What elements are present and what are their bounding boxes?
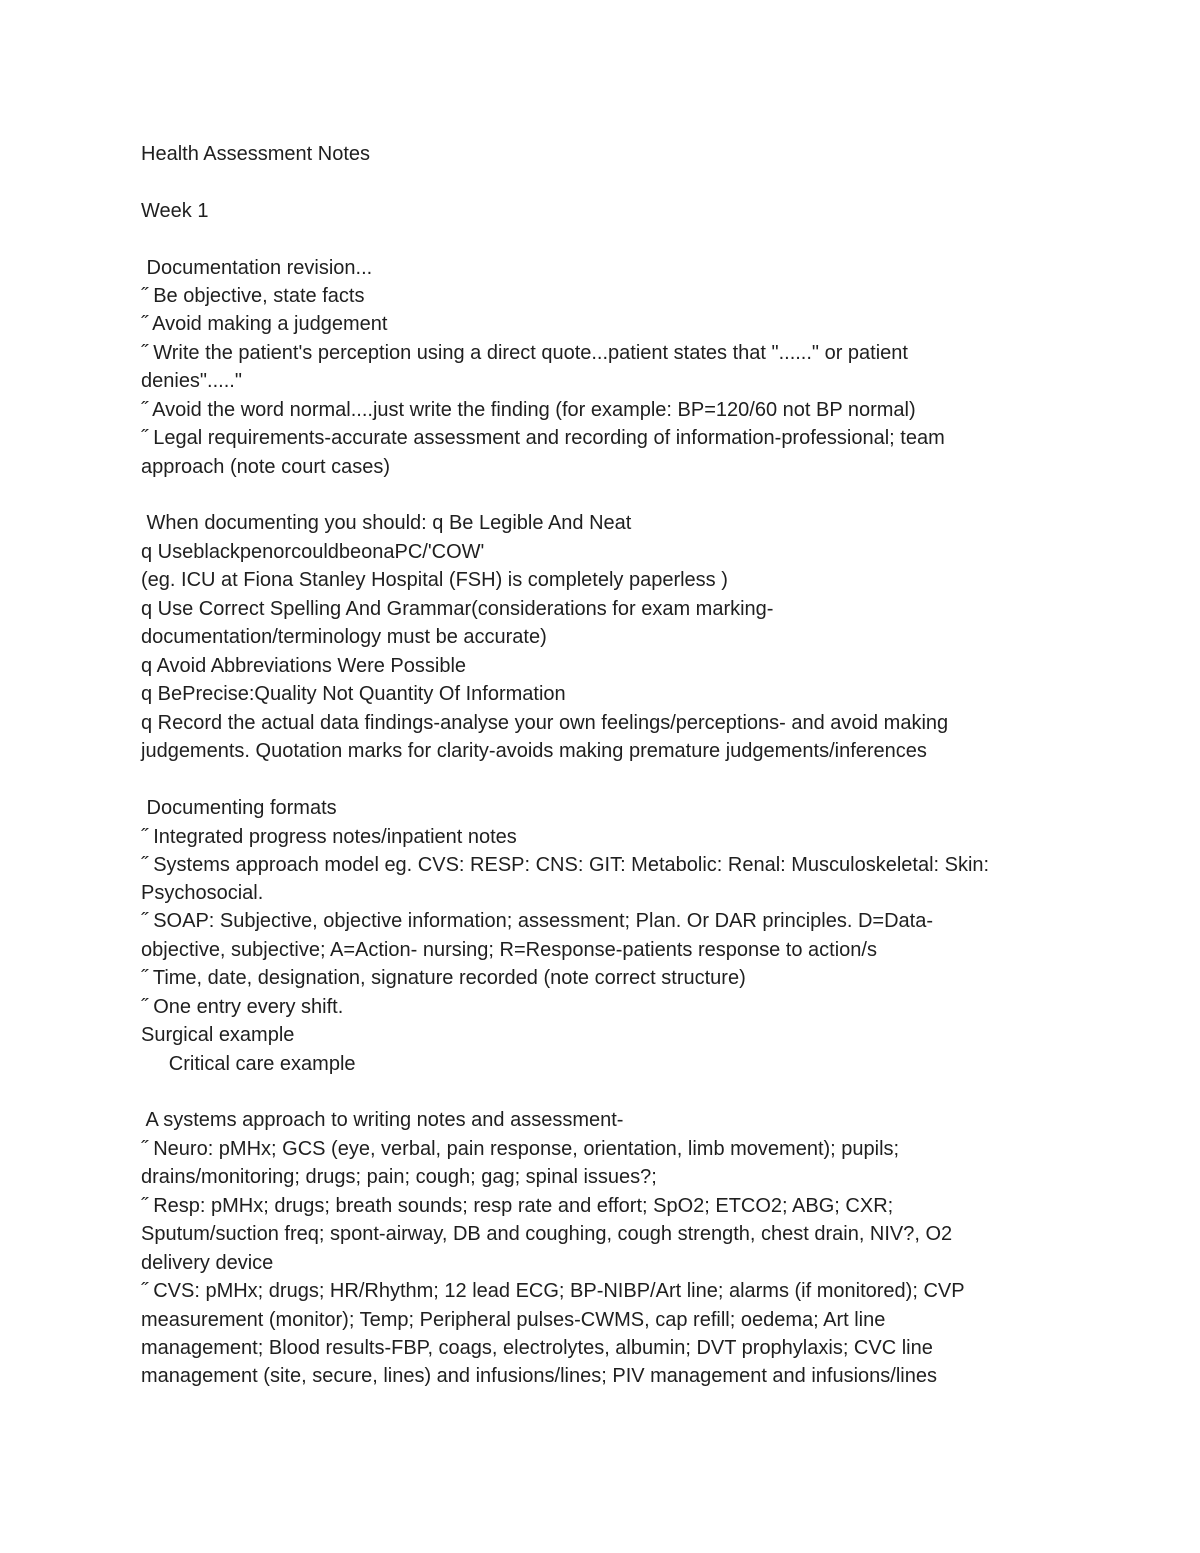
text-line: q BePrecise:Quality Not Quantity Of Information (141, 683, 566, 705)
text-line: ˝ Resp: pMHx; drugs; breath sounds; resp rate and effort; SpO2; ETCO2; ABG; CXR; (141, 1195, 894, 1217)
text-line: ˝ Neuro: pMHx; GCS (eye, verbal, pain response, orientation, limb movement); pupils; (141, 1138, 900, 1160)
text-line: ˝ SOAP: Subjective, objective information; assessment; Plan. Or DAR principles. D=Data- (141, 910, 933, 932)
section-heading: A systems approach to writing notes and assessment- (141, 1109, 624, 1131)
text-line: q UseblackpenorcouldbeonaPC/'COW' (141, 541, 485, 563)
text-line: ˝ Integrated progress notes/inpatient notes (141, 826, 517, 848)
text-line: q Record the actual data findings-analyse your own feelings/perceptions- and avoid making (141, 712, 949, 734)
text-line: Critical care example (141, 1053, 356, 1075)
text-line: ˝ Write the patient's perception using a direct quote...patient states that "......" or patient (141, 342, 908, 364)
document-title: Health Assessment Notes (141, 143, 370, 165)
text-line: Sputum/suction freq; spont-airway, DB and coughing, cough strength, chest drain, NIV?, O2 (141, 1223, 953, 1245)
text-line: ˝ Be objective, state facts (141, 285, 365, 307)
section-heading: When documenting you should: q Be Legible And Neat (141, 512, 632, 534)
text-line: ˝ Avoid the word normal....just write the finding (for example: BP=120/60 not BP normal) (141, 399, 916, 421)
text-line: (eg. ICU at Fiona Stanley Hospital (FSH) is completely paperless ) (141, 569, 728, 591)
text-line: Psychosocial. (141, 882, 264, 904)
text-line: q Avoid Abbreviations Were Possible (141, 655, 467, 677)
text-line: Surgical example (141, 1024, 295, 1046)
text-line: q Use Correct Spelling And Grammar(considerations for exam marking- (141, 598, 774, 620)
text-line: drains/monitoring; drugs; pain; cough; gag; spinal issues?; (141, 1166, 657, 1188)
section-heading: Documenting formats (141, 797, 337, 819)
section-heading: Documentation revision... (141, 257, 373, 279)
text-line: ˝ Time, date, designation, signature recorded (note correct structure) (141, 967, 746, 989)
week-heading: Week 1 (141, 200, 209, 222)
text-line: ˝ Systems approach model eg. CVS: RESP: CNS: GIT: Metabolic: Renal: Musculoskeletal: Skin: (141, 854, 990, 876)
text-line: management (site, secure, lines) and infusions/lines; PIV management and infusions/lines (141, 1365, 937, 1387)
text-line: approach (note court cases) (141, 456, 391, 478)
text-line: denies"....." (141, 370, 242, 392)
text-line: documentation/terminology must be accurate) (141, 626, 547, 648)
text-line: objective, subjective; A=Action- nursing; R=Response-patients response to action/s (141, 939, 877, 961)
text-line: management; Blood results-FBP, coags, electrolytes, albumin; DVT prophylaxis; CVC line (141, 1337, 933, 1359)
text-line: ˝ One entry every shift. (141, 996, 344, 1018)
text-line: ˝ Legal requirements-accurate assessment and recording of information-professional; team (141, 427, 945, 449)
text-line: measurement (monitor); Temp; Peripheral pulses-CWMS, cap refill; oedema; Art line (141, 1309, 886, 1331)
text-line: judgements. Quotation marks for clarity-avoids making premature judgements/inferences (141, 740, 927, 762)
text-line: ˝ Avoid making a judgement (141, 313, 388, 335)
text-line: ˝ CVS: pMHx; drugs; HR/Rhythm; 12 lead ECG; BP-NIBP/Art line; alarms (if monitored); CVP (141, 1280, 965, 1302)
text-line: delivery device (141, 1252, 274, 1274)
